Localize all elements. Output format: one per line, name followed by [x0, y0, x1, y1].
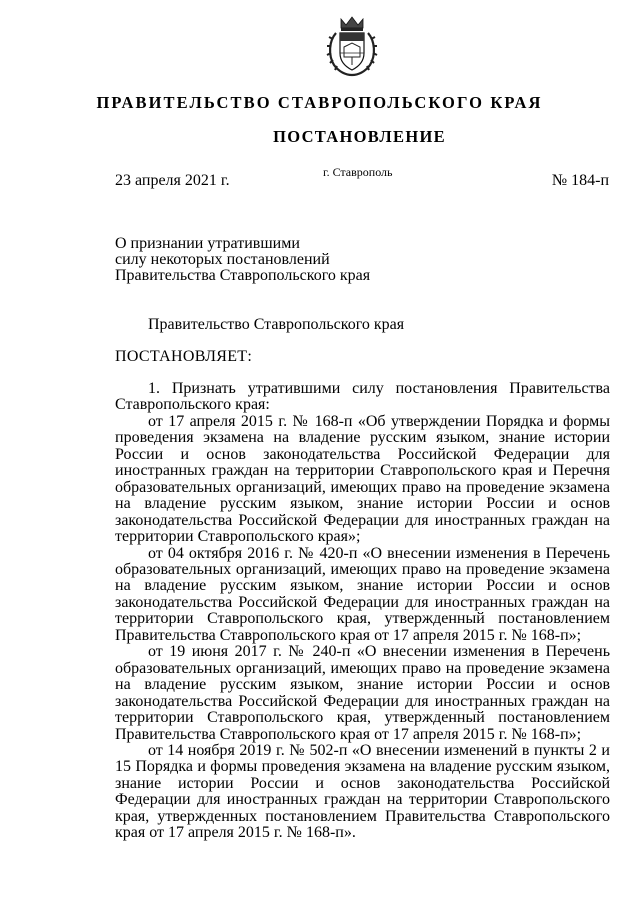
decree-body	[115, 381, 610, 842]
decree-paragraph: от 14 ноября 2019 г. № 502-п «О внесении изменений в пункты 2 и 15 Порядка и формы проведения экзамена на владение русским языком, знание истории России и основ законодательства Российской Федерации для иностранных граждан на территории Ставропольского края, утвержденных постановлением Правительства Ставропольского края от 17 апреля 2015 г. № 168-п».	[115, 741, 610, 842]
subject-line: Правительства Ставропольского края	[115, 267, 371, 284]
document-city: г. Ставрополь	[323, 165, 393, 179]
decree-paragraph: от 04 октября 2016 г. № 420-п «О внесении изменения в Перечень образовательных организаций, имеющих право на проведение экзамена на владение русским языком, знание истории России и основ законодательства Российской Федерации для иностранных граждан на территории Ставропольского края, утвержденный постановлением Правительства Ставропольского края от 17 апреля 2015 г. № 168-п»;	[115, 544, 610, 644]
document-type: ПОСТАНОВЛЕНИЕ	[273, 127, 446, 146]
subject-line: силу некоторых постановлений	[115, 251, 330, 268]
decree-paragraph: от 19 июня 2017 г. № 240-п «О внесении изменения в Перечень образовательных организаций, имеющих право на проведение экзамена на владение русским языком, знание истории России и основ законодательства Российской Федерации для иностранных граждан на территории Ставропольского края, утвержденный постановлением Правительства Ставропольского края от 17 апреля 2015 г. № 168-п»;	[115, 643, 610, 743]
stavropol-coat-of-arms-icon	[326, 15, 378, 77]
decree-paragraph: 1. Признать утратившими силу постановления Правительства Ставропольского края:	[115, 380, 610, 414]
decree-word: ПОСТАНОВЛЯЕТ:	[115, 348, 253, 365]
decree-paragraph: от 17 апреля 2015 г. № 168-п «Об утверждении Порядка и формы проведения экзамена на владение русским языком, знание истории России и основ законодательства Российской Федерации для иностранных граждан на территории Ставропольского края и Перечня образовательных организаций, имеющих право на проведение экзамена на владение русским языком, знание истории России и основ законодательства Российской Федерации для иностранных граждан на территории Ставропольского края»;	[115, 412, 610, 546]
issuing-body: Правительство Ставропольского края	[148, 316, 405, 333]
organization-title: ПРАВИТЕЛЬСТВО СТАВРОПОЛЬСКОГО КРАЯ	[96, 93, 543, 112]
subject-line: О признании утратившими	[115, 235, 300, 252]
document-date: 23 апреля 2021 г.	[115, 172, 230, 189]
document-number: № 184-п	[551, 172, 609, 189]
document-subject	[115, 236, 370, 284]
